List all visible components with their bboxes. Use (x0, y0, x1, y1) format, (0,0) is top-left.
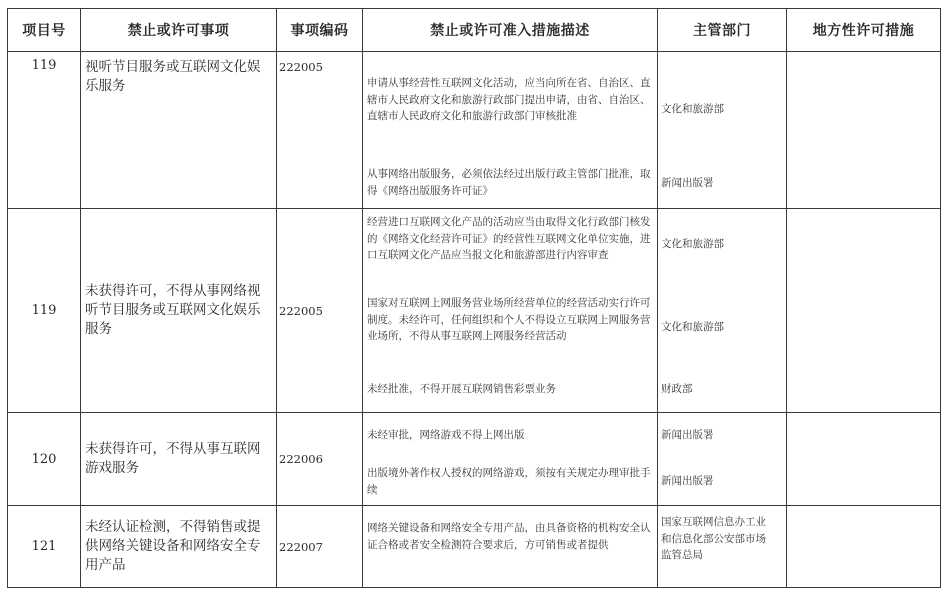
department-name: 国家互联网信息办工业和信息化部公安部市场监管总局 (661, 516, 766, 561)
measure-description: 国家对互联网上网服务营业场所经营单位的经营活动实行许可制度。未经许可，任何组织和个人不得设立互联网上网服务营业场所，不得从事互联网上网服务经营活动 (367, 297, 651, 342)
measure-description: 未经批准，不得开展互联网销售彩票业务 (367, 383, 556, 395)
measure-description: 未经审批，网络游戏不得上网出版 (367, 429, 525, 441)
measure-description: 申请从事经营性互联网文化活动，应当向所在省、自治区、直辖市人民政府文化和旅游行政部门提出申请，由省、自治区、直辖市人民政府文化和旅游行政部门审核批准 (367, 77, 651, 122)
department-name: 财政部 (661, 383, 693, 395)
department-name: 文化和旅游部 (661, 238, 724, 250)
description-cell (363, 52, 658, 209)
department-cell (658, 506, 787, 588)
table-row (8, 209, 941, 413)
local-measure-cell (787, 209, 941, 413)
item-name: 未经认证检测，不得销售或提供网络关键设备和网络安全专用产品 (81, 506, 277, 588)
table-row (8, 506, 941, 588)
item-name: 未获得许可，不得从事互联网游戏服务 (81, 413, 277, 506)
measure-description: 经营进口互联网文化产品的活动应当由取得文化行政部门核发的《网络文化经营许可证》的经营性互联网文化单位实施，进口互联网文化产品应当报文化和旅游部进行内容审查 (367, 216, 651, 261)
header-code: 事项编码 (277, 9, 363, 52)
header-description: 禁止或许可准入措施描述 (363, 9, 658, 52)
department-cell (658, 413, 787, 506)
item-number: 119 (8, 209, 81, 413)
item-number: 120 (8, 413, 81, 506)
department-name: 新闻出版署 (661, 177, 714, 189)
table-header-row (8, 9, 941, 52)
permission-table (7, 8, 941, 588)
table-row (8, 413, 941, 506)
department-name: 新闻出版署 (661, 475, 714, 487)
item-code: 222007 (277, 506, 363, 588)
description-cell (363, 413, 658, 506)
local-measure-cell (787, 506, 941, 588)
department-cell (658, 209, 787, 413)
item-code: 222005 (277, 52, 363, 209)
table-row (8, 52, 941, 209)
item-code: 222005 (277, 209, 363, 413)
item-name: 未获得许可，不得从事网络视听节目服务或互联网文化娱乐服务 (81, 209, 277, 413)
local-measure-cell (787, 52, 941, 209)
department-name: 文化和旅游部 (661, 103, 724, 115)
header-local-measures: 地方性许可措施 (787, 9, 941, 52)
item-number: 121 (8, 506, 81, 588)
description-cell (363, 506, 658, 588)
description-cell (363, 209, 658, 413)
item-code: 222006 (277, 413, 363, 506)
item-name: 视听节目服务或互联网文化娱乐服务 (81, 52, 277, 209)
department-cell (658, 52, 787, 209)
measure-description: 出版境外著作权人授权的网络游戏，须按有关规定办理审批手续 (367, 467, 651, 496)
header-item: 禁止或许可事项 (81, 9, 277, 52)
item-number: 119 (8, 52, 81, 209)
header-department: 主管部门 (658, 9, 787, 52)
measure-description: 网络关键设备和网络安全专用产品，由具备资格的机构安全认证合格或者安全检测符合要求后，方可销售或者提供 (367, 522, 651, 551)
department-name: 文化和旅游部 (661, 321, 724, 333)
measure-description: 从事网络出版服务，必须依法经过出版行政主管部门批准，取得《网络出版服务许可证》 (367, 168, 651, 197)
header-item-no: 项目号 (8, 9, 81, 52)
local-measure-cell (787, 413, 941, 506)
department-name: 新闻出版署 (661, 429, 714, 441)
